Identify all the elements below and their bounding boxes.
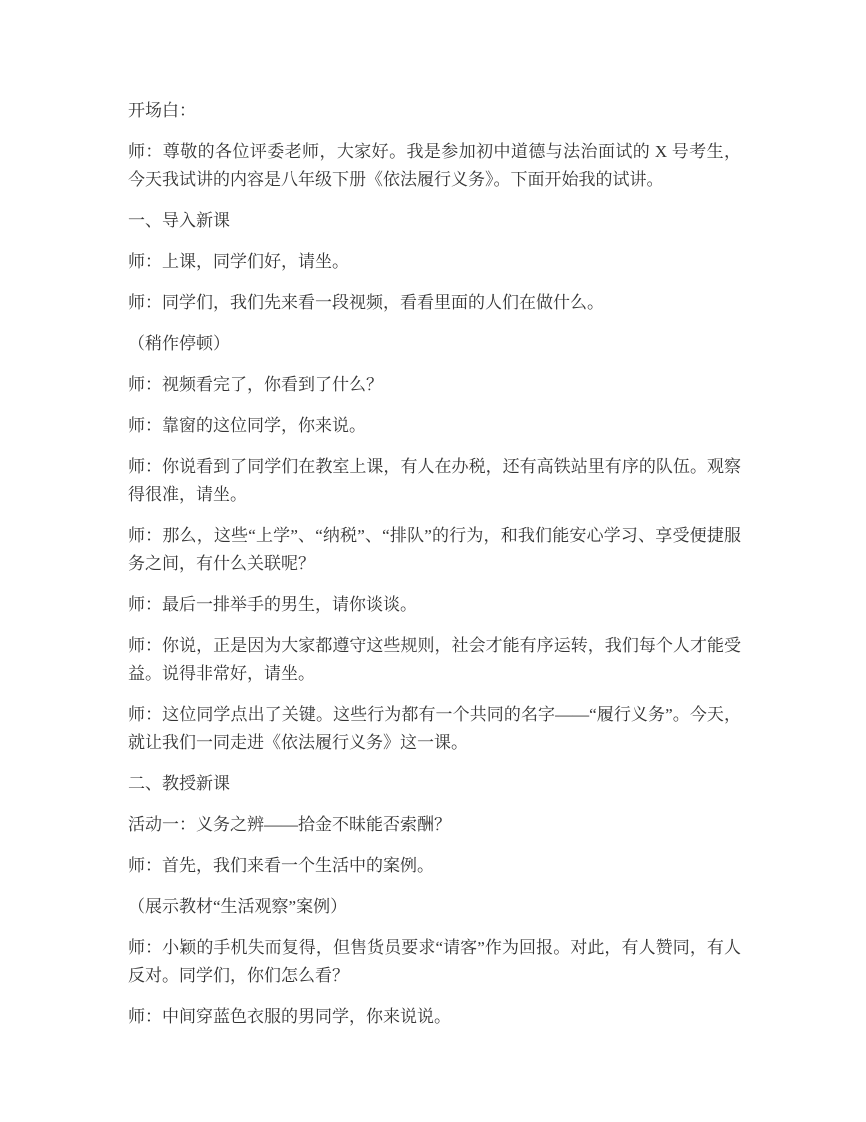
stage-direction-pause: （稍作停顿） bbox=[128, 334, 230, 353]
document-text-block bbox=[128, 97, 741, 1031]
line-observation-feedback: 师：你说看到了同学们在教室上课，有人在办税，还有高铁站里有序的队伍。观察得很准，请坐。 bbox=[128, 457, 741, 504]
line-call-student-window: 师：靠窗的这位同学，你来说。 bbox=[128, 416, 366, 435]
line-key-point-transition: 师：这位同学点出了关键。这些行为都有一个共同的名字——“履行义务”。今天，就让我们一同走进《依法履行义务》这一课。 bbox=[128, 705, 741, 752]
line-call-student-back-row: 师：最后一排举手的男生，请你谈谈。 bbox=[128, 595, 417, 614]
para-opening-label: 开场白： bbox=[128, 101, 196, 120]
para-self-introduction: 师：尊敬的各位评委老师，大家好。我是参加初中道德与法治面试的 X 号考生，今天我试讲的内容是八年级下册《依法履行义务》。下面开始我的试讲。 bbox=[128, 142, 741, 189]
line-video-intro: 师：同学们，我们先来看一段视频，看看里面的人们在做什么。 bbox=[128, 293, 604, 312]
line-case-intro: 师：首先，我们来看一个生活中的案例。 bbox=[128, 856, 434, 875]
line-student-answer-recap: 师：你说，正是因为大家都遵守这些规则，社会才能有序运转，我们每个人才能受益。说得非常好，请坐。 bbox=[128, 636, 741, 683]
line-class-start: 师：上课，同学们好，请坐。 bbox=[128, 252, 349, 271]
heading-section-teach-new: 二、教授新课 bbox=[128, 774, 230, 793]
line-call-student-blue-shirt: 师：中间穿蓝色衣服的男同学，你来说说。 bbox=[128, 1007, 451, 1026]
line-video-question: 师：视频看完了，你看到了什么？ bbox=[128, 375, 383, 394]
line-case-description: 师：小颖的手机失而复得，但售货员要求“请客”作为回报。对此，有人赞同，有人反对。同学们，你们怎么看？ bbox=[128, 938, 741, 985]
line-behavior-link-question: 师：那么，这些“上学”、“纳税”、“排队”的行为，和我们能安心学习、享受便捷服务之间，有什么关联呢？ bbox=[128, 526, 741, 573]
heading-activity-one: 活动一：义务之辨——拾金不昧能否索酬？ bbox=[128, 815, 451, 834]
heading-section-lead-in: 一、导入新课 bbox=[128, 211, 230, 230]
stage-direction-show-case: （展示教材“生活观察”案例） bbox=[128, 897, 348, 916]
